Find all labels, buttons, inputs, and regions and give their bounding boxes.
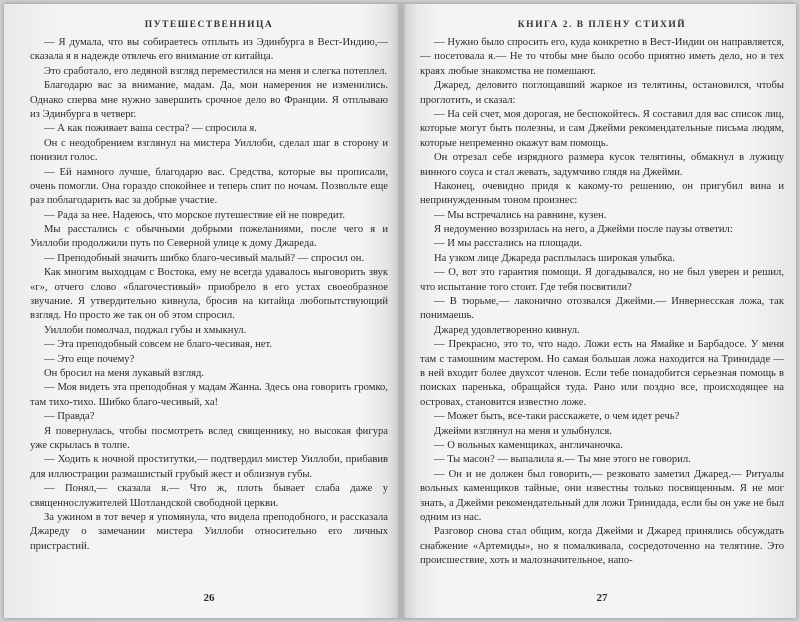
right-page (420, 4, 784, 618)
paragraph: — Понял,— сказала я.— Что ж, плоть бывает слаба даже у священнослужителей Шотландской свободной церкви. (30, 483, 388, 509)
paragraph: — О, вот это гарантия помощи. Я догадывался, но не был уверен и решил, что испытание того стоит. Где тебя посвятили? (420, 267, 784, 293)
paragraph: Разговор снова стал общим, когда Джейми и Джаред принялись обсуждать снабжение «Артемиды», но я помалкивала, сосредоточенно на телятине. Это происшествие, хоть и малозначительное, напо- (420, 526, 784, 567)
running-head-left: ПУТЕШЕСТВЕННИЦА (144, 20, 274, 30)
paragraph: Я недоуменно воззрилась на него, а Джейми после паузы ответил: (434, 224, 733, 236)
paragraph: — А как поживает ваша сестра? — спросила я. (44, 123, 257, 135)
paragraph: — Ты масон? — выпалила я.— Ты мне этого не говорил. (434, 454, 691, 466)
running-head-right: КНИГА 2. В ПЛЕНУ СТИХИЙ (517, 20, 687, 30)
left-page-text (30, 36, 388, 554)
paragraph: — Ей намного лучше, благодарю вас. Средства, которые вы прописали, очень помогли. Она гораздо спокойнее и теперь спит по ночам. Позвольте еще раз поблагодарить вас за добрые участие. (30, 166, 388, 207)
paragraph: Наконец, очевидно придя к какому-то решению, он пригубил вина и непринужденным тоном произнес: (420, 180, 784, 207)
paragraph: Мы расстались с обычными добрыми пожеланиями, после чего я и Уиллоби продолжили путь по Северной улице к дому Джареда. (30, 224, 388, 250)
paragraph: — На сей счет, моя дорогая, не беспокойтесь. Я составил для вас список лиц, которые могут быть полезны, и сам Джейми рекомендательные письма людям, которые непременно окажут вам помощь. (420, 108, 784, 149)
paragraph: На узком лице Джареда расплылась широкая улыбка. (434, 252, 675, 264)
paragraph: Джейми взглянул на меня и улыбнулся. (434, 425, 612, 437)
paragraph: Он отрезал себе изрядного размера кусок телятины, обмакнул в лужицу винного соуса и стал жевать, задумчиво глядя на Джейми. (420, 152, 784, 178)
paragraph: Он с неодобрением взглянул на мистера Уиллоби, сделал шаг в сторону и понизил голос. (30, 137, 388, 164)
paragraph: Уиллоби помолчал, поджал губы и хмыкнул. (44, 324, 247, 336)
right-page-text (420, 36, 784, 568)
paragraph: Это сработало, его ледяной взгляд переместился на меня и слегка потеплел. (44, 65, 388, 77)
paragraph: — Моя видеть эта преподобная у мадам Жанна. Здесь она говорить громко, там тихо-тихо. Шибко благо-чесивый, ха! (30, 382, 388, 408)
paragraph: Благодарю вас за внимание, мадам. Да, мои намерения не изменились. Однако сперва мне нужно завершить срочное дело во Франции. Я отплываю из Эдинбурга в четверг. (30, 80, 388, 120)
paragraph: — И мы расстались на площади. (434, 238, 582, 250)
paragraph: — В тюрьме,— лаконично отозвался Джейми.— Инвернесская ложа, так понимаешь. (420, 296, 784, 322)
paragraph: Я повернулась, чтобы посмотреть вслед священнику, но высокая фигура уже скрылась в толпе. (30, 425, 388, 451)
paragraph: — Это еще почему? (44, 353, 135, 365)
paragraph: — Может быть, все-таки расскажете, о чем идет речь? (434, 411, 680, 423)
paragraph: — Преподобный значить шибко благо-чесивый малый? — спросил он. (44, 252, 365, 264)
paragraph: Он бросил на меня лукавый взгляд. (44, 367, 205, 379)
paragraph: — Он и не должен был говорить,— резковато заметил Джаред.— Ритуалы вольных каменщиков тайные, они известны только посвященным. Я не мог знать, а Джейми рекомендательный для ложи Тринидада, если бы он уже не был одним из нас. (420, 468, 784, 523)
paragraph: — О вольных каменщиках, англичаночка. (434, 439, 623, 451)
page-number-left: 26 (203, 592, 215, 604)
left-page (30, 4, 388, 618)
paragraph: — Нужно было спросить его, куда конкретно в Вест-Индии он направляется,— посетовала я.— Не то чтобы мне было особо приятно иметь дело, но в тех краях любые знакомства не помешают. (420, 37, 784, 77)
paragraph: — Рада за нее. Надеюсь, что морское путешествие ей не повредит. (44, 209, 346, 221)
gutter-shadow (388, 4, 418, 618)
book-spread (4, 4, 796, 618)
paragraph: — Мы встречались на равнине, кузен. (434, 209, 607, 221)
paragraph: Джаред удовлетворенно кивнул. (434, 324, 580, 336)
paragraph: — Правда? (44, 411, 95, 423)
paragraph: Как многим выходцам с Востока, ему не всегда удавалось выговорить звук «г», отчего слово «благочестивый» приобрело в его устах своеобразное звучание. Я утвердительно кивнула, бросив на китайца любопытствующий взгляд. Но просто же так он об этом спросил. (30, 267, 388, 322)
paragraph: — Ходить к ночной проститутки,— подтвердил мистер Уиллоби, прибавив для иллюстрации размашистый грубый жест и облизнув губы. (30, 454, 388, 480)
paragraph: — Эта преподобный совсем не благо-чесивая, нет. (44, 339, 272, 351)
paragraph: — Прекрасно, это то, что надо. Ложи есть на Ямайке и Барбадосе. У меня там с тамошним мастером. Но самая большая ложа находится на Тринидаде — в ней входит более двухсот членов. Если тебе понадобится серьезная помощь в поисках паренька, обращайся туда. Рано или поздно все, происходящее на островах, становится известно ложе. (420, 339, 784, 408)
paragraph: За ужином в тот вечер я упомянула, что видела преподобного, и рассказала Джареду о замечании мистера Уиллоби относительно его личных пристрастий. (30, 511, 388, 552)
paragraph: Джаред, деловито поглощавший жаркое из телятины, остановился, чтобы проглотить, и сказал: (420, 80, 784, 106)
page-number-right: 27 (596, 592, 608, 604)
paragraph: — Я думала, что вы собираетесь отплыть из Эдинбурга в Вест-Индию,— сказала я в надежде отвлечь его внимание от китайца. (30, 37, 388, 63)
